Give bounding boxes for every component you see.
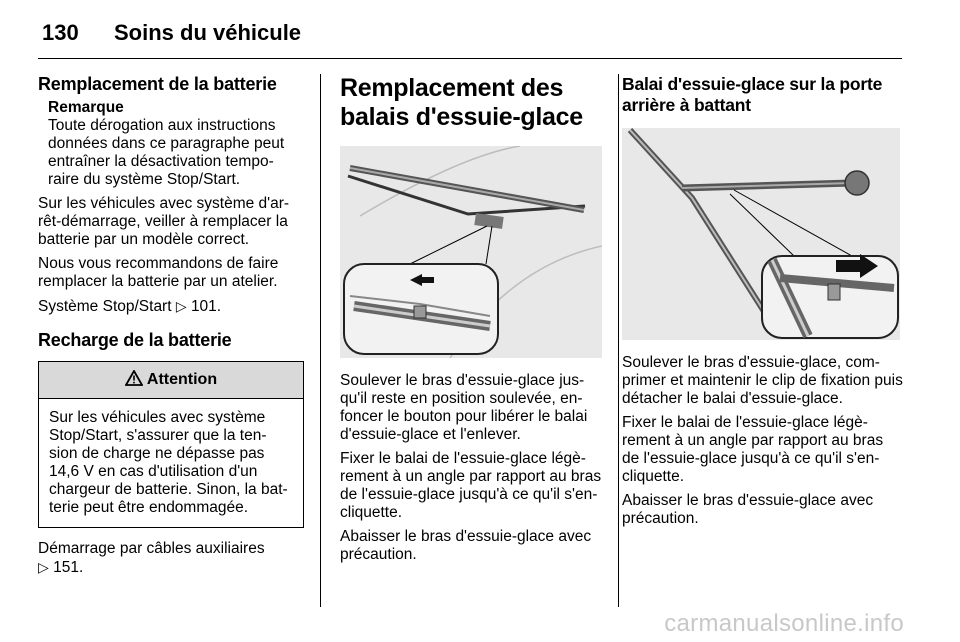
rear-wiper-para-2: Fixer le balai de l'essuie-glace légè-rement à un angle par rapport au bras de l'essuie-glace jusqu'à ce qu'il s'en-cliquette. xyxy=(622,414,884,485)
reference-text: Système Stop/Start xyxy=(38,298,172,315)
wiper-front-illustration xyxy=(340,146,602,358)
rear-wiper-para-3: Abaisser le bras d'essuie-glace avec précaution. xyxy=(622,492,874,527)
heading-rear-wiper: Balai d'essuie-glace sur la porte arrière à battant xyxy=(622,74,883,115)
column-wiper-replacement xyxy=(340,74,602,564)
stop-start-reference[interactable] xyxy=(38,297,304,316)
section-title: Soins du véhicule xyxy=(114,20,302,45)
rear-wiper-para-1: Soulever le bras d'essuie-glace, com-primer et maintenir le clip de fixation puis détacher le balai d'essuie-glace. xyxy=(622,354,903,407)
column-divider xyxy=(618,74,619,607)
warning-title: Attention xyxy=(146,371,218,388)
wiper-rear-illustration xyxy=(622,128,900,340)
page-reference-arrow-icon: ▷ xyxy=(38,559,49,575)
footer-watermark: carmanualsonline.info xyxy=(664,610,904,637)
battery-para-1: Sur les véhicules avec système d'ar-rêt-démarrage, veiller à remplacer la batterie par un modèle correct. xyxy=(38,195,290,248)
note-text: Toute dérogation aux instructions données dans ce paragraphe peut entraîner la désactivation tempo-raire du système Stop/Start. xyxy=(48,117,285,188)
jump-start-reference[interactable] xyxy=(38,540,304,577)
reference-page: 151. xyxy=(53,559,84,576)
warning-body xyxy=(39,399,303,527)
heading-battery-charging: Recharge de la batterie xyxy=(38,330,232,350)
page-header xyxy=(38,10,902,59)
wiper-para-2: Fixer le balai de l'essuie-glace légè-rement à un angle par rapport au bras de l'essuie-glace jusqu'à ce qu'il s'en-cliquette. xyxy=(340,450,602,521)
battery-para-2: Nous vous recommandons de faire remplacer la batterie par un atelier. xyxy=(38,255,279,290)
column-rear-wiper xyxy=(622,74,904,528)
column-battery xyxy=(38,74,304,577)
reference-page: 101. xyxy=(190,298,222,315)
heading-battery-replacement: Remplacement de la batterie xyxy=(38,74,277,94)
warning-header xyxy=(39,362,303,399)
note-block xyxy=(38,99,304,189)
warning-box xyxy=(38,361,304,528)
heading-wiper-replacement: Remplacement des balais d'essuie-glace xyxy=(340,74,583,131)
wiper-para-1: Soulever le bras d'essuie-glace jus-qu'il reste en position soulevée, en-foncer le bouton pour libérer le balai d'essuie-glace et l'enlever. xyxy=(340,372,588,443)
note-label: Remarque xyxy=(48,99,124,116)
wiper-para-3: Abaisser le bras d'essuie-glace avec précaution. xyxy=(340,528,592,563)
page-number: 130 xyxy=(42,20,79,45)
warning-text: Sur les véhicules avec système Stop/Start, s'assurer que la ten-sion de charge ne dépasse pas 14,6 V en cas d'utilisation d'un chargeur de batterie. Sinon, la bat-terie peut être endommagée. xyxy=(49,409,288,516)
page-reference-arrow-icon: ▷ xyxy=(175,298,187,314)
column-divider xyxy=(320,74,321,607)
warning-triangle-icon xyxy=(125,370,143,391)
reference-text: Démarrage par câbles auxiliaires xyxy=(38,540,265,557)
